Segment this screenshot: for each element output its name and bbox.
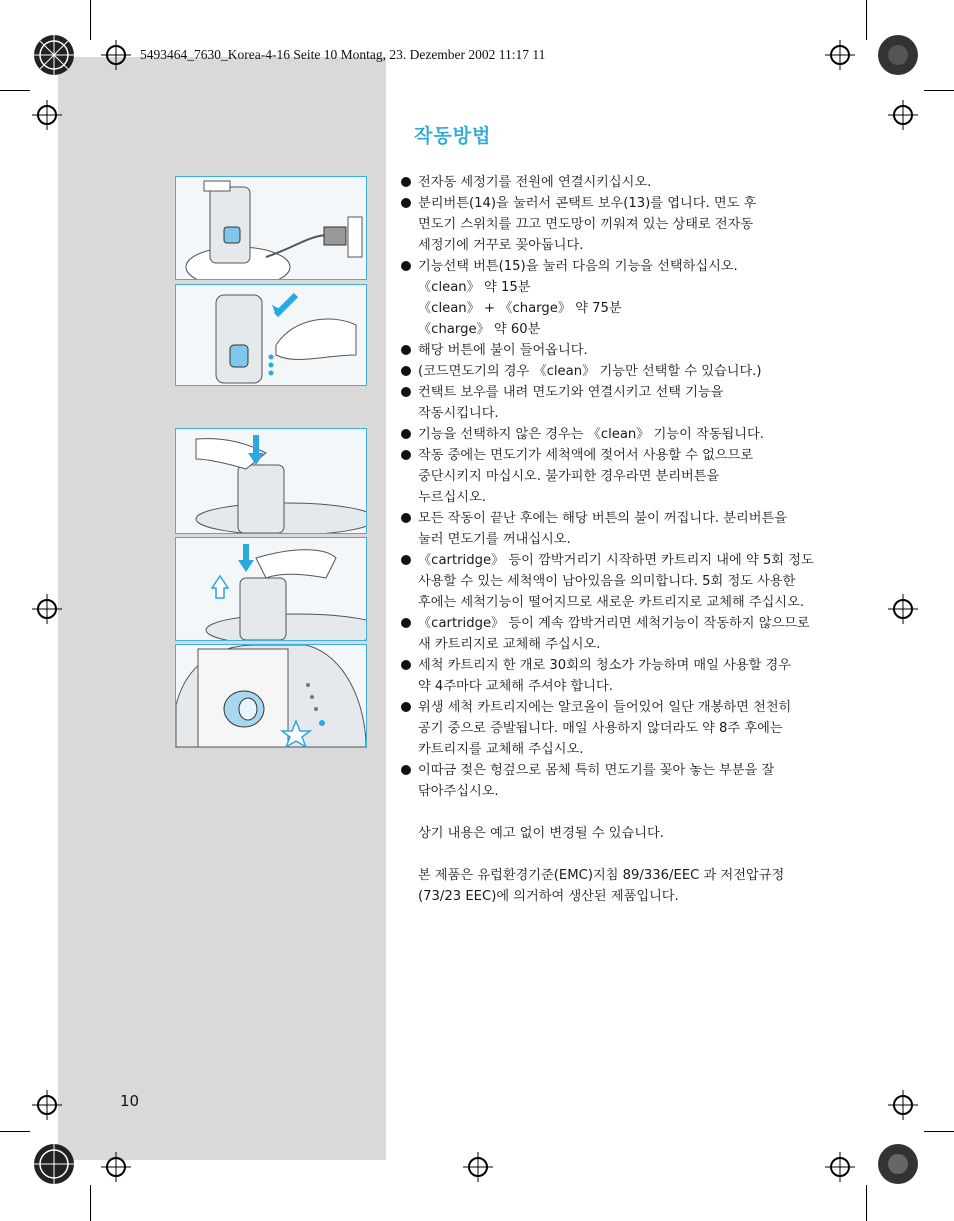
note-line: 상기 내용은 예고 없이 변경될 수 있습니다.: [418, 826, 664, 841]
list-item-line: 《cartridge》 등이 깜박거리기 시작하면 카트리지 내에 약 5회 정도: [418, 553, 814, 568]
crosshair-icon: [32, 1090, 62, 1120]
list-item: [401, 361, 851, 382]
list-item-line: 기능을 선택하지 않은 경우는 《clean》 기능이 작동됩니다.: [418, 427, 764, 442]
list-item-line: 《charge》 약 60분: [418, 322, 541, 337]
cleaning-station-illustration: [176, 177, 366, 279]
list-item-line: 눌러 면도기를 꺼내십시오.: [418, 532, 571, 547]
list-item-line: 전자동 세정기를 전원에 연결시키십시오.: [418, 175, 652, 190]
list-item-line: 공기 중으로 증발됩니다. 매일 사용하지 않더라도 약 8주 후에는: [418, 721, 783, 736]
list-item-line: 사용할 수 있는 세척액이 남아있음을 의미합니다. 5회 정도 사용한: [418, 574, 796, 589]
list-item: [401, 508, 851, 550]
figure-select-function: [175, 284, 367, 386]
list-item: [401, 424, 851, 445]
list-item: [401, 445, 851, 508]
list-item-line: 위생 세척 카트리지에는 알코올이 들어있어 일단 개봉하면 천천히: [418, 700, 792, 715]
registration-mark-icon: [876, 1142, 920, 1186]
list-item-line: 중단시키지 마십시오. 불가피한 경우라면 분리버튼을: [418, 469, 720, 484]
figure-close-bow: [175, 428, 367, 534]
list-item-line: 약 4주마다 교체해 주셔야 합니다.: [418, 679, 613, 694]
list-item: [401, 760, 851, 802]
bullet-icon: [401, 555, 411, 565]
crosshair-icon: [888, 594, 918, 624]
list-item: [401, 340, 851, 361]
figure-plug-in: [175, 176, 367, 280]
print-header: 5493464_7630_Korea-4-16 Seite 10 Montag, 23. Dezember 2002 11:17 11: [140, 47, 546, 62]
registration-mark-icon: [32, 1142, 76, 1186]
list-item-line: 작동시킵니다.: [418, 406, 499, 421]
list-item-line: 기능선택 버튼(15)을 눌러 다음의 기능을 선택하십시오.: [418, 259, 738, 274]
figure-replace-cartridge: [175, 537, 367, 641]
list-item-line: 작동 중에는 면도기가 세척액에 젖어서 사용할 수 없으므로: [418, 448, 754, 463]
crosshair-icon: [101, 1152, 131, 1182]
list-item-line: 《clean》 + 《charge》 약 75분: [418, 301, 622, 316]
list-item-line: 새 카트리지로 교체해 주십시오.: [418, 637, 601, 652]
registration-mark-icon: [32, 33, 76, 77]
list-item-line: 후에는 세척기능이 떨어지므로 새로운 카트리지로 교체해 주십시오.: [418, 595, 805, 610]
list-item-line: 닦아주십시오.: [418, 784, 499, 799]
crop-line: [924, 90, 954, 91]
list-item-line: 카트리지를 교체해 주십시오.: [418, 742, 584, 757]
crosshair-icon: [32, 100, 62, 130]
list-item-line: (코드면도기의 경우 《clean》 기능만 선택할 수 있습니다.): [418, 364, 762, 379]
note-paragraph: [418, 865, 851, 907]
bullet-icon: [401, 429, 411, 439]
bullet-icon: [401, 702, 411, 712]
shaver-hand-illustration: [176, 285, 366, 385]
bullet-icon: [401, 387, 411, 397]
bullet-icon: [401, 660, 411, 670]
instruction-list: [401, 172, 851, 802]
bullet-icon: [401, 198, 411, 208]
page-number: 10: [120, 1092, 140, 1110]
instructions-content: [401, 172, 851, 928]
list-item-line: 이따금 젖은 헝겊으로 몸체 특히 면도기를 꽂아 놓는 부분을 잘: [418, 763, 775, 778]
list-item-line: 해당 버튼에 불이 들어옵니다.: [418, 343, 588, 358]
notes: [401, 823, 851, 907]
list-item: [401, 382, 851, 424]
crosshair-icon: [463, 1152, 493, 1182]
list-item: [401, 550, 851, 613]
bullet-icon: [401, 177, 411, 187]
station-indicator-illustration: [176, 645, 366, 747]
bullet-icon: [401, 366, 411, 376]
list-item-line: 분리버튼(14)을 눌러서 콘택트 보우(13)를 엽니다. 면도 후: [418, 196, 757, 211]
crop-line: [866, 1185, 867, 1221]
crosshair-icon: [101, 40, 131, 70]
list-item-line: 누르십시오.: [418, 490, 486, 505]
list-item-line: 면도기 스위치를 끄고 면도망이 끼워져 있는 상태로 전자동: [418, 217, 754, 232]
remove-shaver-illustration: [176, 538, 366, 640]
bullet-icon: [401, 345, 411, 355]
list-item: [401, 655, 851, 697]
crosshair-icon: [825, 40, 855, 70]
crop-line: [924, 1131, 954, 1132]
list-item-line: 세정기에 거꾸로 꽂아둡니다.: [418, 238, 584, 253]
crop-line: [866, 0, 867, 40]
list-item-line: 컨택트 보우를 내려 면도기와 연결시키고 선택 기능을: [418, 385, 724, 400]
bullet-icon: [401, 513, 411, 523]
bullet-icon: [401, 618, 411, 628]
list-item: [401, 172, 851, 193]
bullet-icon: [401, 765, 411, 775]
list-item-line: 《clean》 약 15분: [418, 280, 531, 295]
section-title: 작동방법: [414, 125, 492, 147]
crosshair-icon: [825, 1152, 855, 1182]
crop-line: [90, 0, 91, 40]
note-line: (73/23 EEC)에 의거하여 생산된 제품입니다.: [418, 889, 679, 904]
insert-shaver-illustration: [176, 429, 366, 533]
crop-line: [0, 90, 30, 91]
list-item: [401, 613, 851, 655]
crop-line: [90, 1185, 91, 1221]
list-item: [401, 193, 851, 256]
crosshair-icon: [888, 1090, 918, 1120]
list-item-line: 세척 카트리지 한 개로 30회의 청소가 가능하며 매일 사용할 경우: [418, 658, 791, 673]
figure-indicator-lights: [175, 644, 367, 748]
list-item: [401, 697, 851, 760]
bullet-icon: [401, 261, 411, 271]
bullet-icon: [401, 450, 411, 460]
list-item-line: 《cartridge》 등이 계속 깜박거리면 세척기능이 작동하지 않으므로: [418, 616, 810, 631]
note-line: 본 제품은 유럽환경기준(EMC)지침 89/336/EEC 과 저전압규정: [418, 868, 785, 883]
crop-line: [0, 1131, 30, 1132]
registration-mark-icon: [876, 33, 920, 77]
crosshair-icon: [32, 594, 62, 624]
crosshair-icon: [888, 100, 918, 130]
list-item: [401, 256, 851, 340]
list-item-line: 모든 작동이 끝난 후에는 해당 버튼의 불이 꺼집니다. 분리버튼을: [418, 511, 787, 526]
note-paragraph: [418, 823, 851, 844]
